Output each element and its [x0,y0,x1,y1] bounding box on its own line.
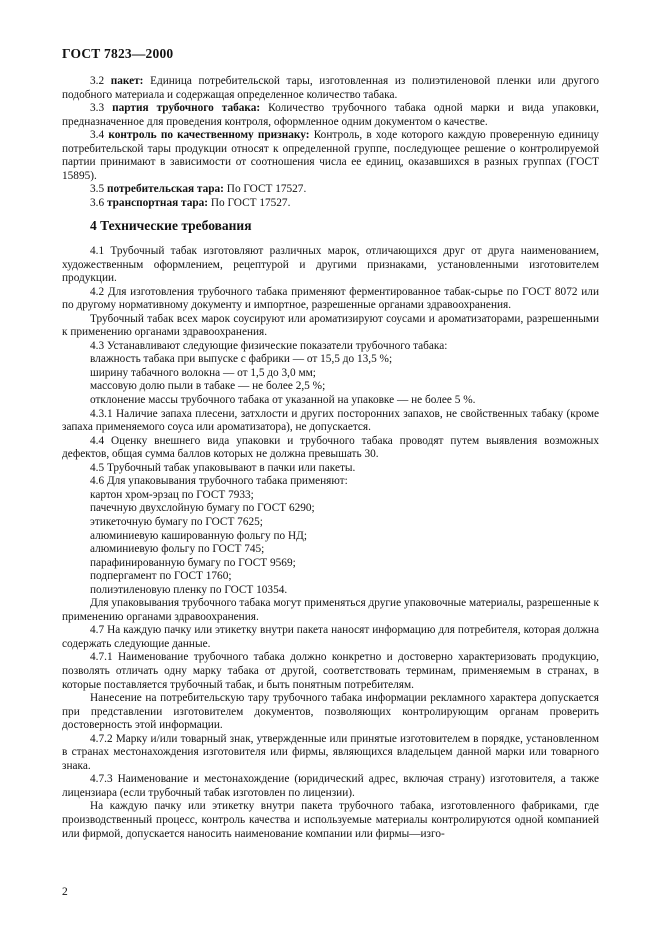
list-item: алюминиевую фольгу по ГОСТ 745; [90,543,265,556]
document-header: ГОСТ 7823—2000 [62,46,174,61]
term-text: Количество трубочного табака одной марки и вида упаковки, предназначенное для проведения контроля, оформленное одним документом о качестве. [62,102,599,128]
term-number: 3.3 [90,102,105,115]
term-definition [62,183,599,197]
document-body [62,75,599,841]
term-number: 3.4 [90,129,105,142]
paragraph: На каждую пачку или этикетку внутри пакета трубочного табака, изготовленного фабриками, где производственный процесс, контроль качества и используемые материалы контролируются одной компанией или фирмой, допускается наносить наименование компании или фирмы—изго- [62,800,599,840]
term-text: Единица потребительской тары, изготовленная из полиэтиленовой пленки или другого подобного материала и содержащая определенное количество табака. [62,75,600,101]
list-item: ширину табачного волокна — от 1,5 до 3,0 мм; [90,366,316,379]
term-definition [62,75,599,102]
term-number: 3.2 [90,75,105,87]
term-name: контроль по качественному признаку: [108,129,310,142]
paragraph: Для упаковывания трубочного табака могут применяться другие упаковочные материалы, разрешенные к применению органами здравоохранения. [62,597,599,623]
list-item: массовую долю пыли в табаке — не более 2,5 %; [90,380,326,393]
term-name: партия трубочного табака: [112,102,261,115]
term-text: Контроль, в ходе которого каждую проверенную единицу потребительской тары продукции относят к определенной группе, последующее решение о контролируемой партии принимают в зависимости от соотношения числа ее единиц, оказавшихся в разных группах (ГОСТ 15895). [62,129,600,182]
paragraph: Трубочный табак всех марок соусируют или ароматизируют соусами и ароматизаторами, разрешенными к применению органами здравоохранения. [62,312,599,339]
term-name: транспортная тара: [106,196,209,209]
term-name: потребительская тара: [106,183,224,196]
page-number: 2 [62,886,68,898]
paragraph: 4.7.3 Наименование и местонахождение (юридический адрес, включая страну) изготовителя, а также лицензиара (если трубочный табак изготовлен по лицензии). [62,773,599,799]
list-item: влажность табака при выпуске с фабрики — от 15,5 до 13,5 %; [90,353,393,366]
term-definition [62,102,599,129]
paragraph: 4.1 Трубочный табак изготовляют различных марок, отличающихся друг от друга наименованием, художественным оформлением, рецептурой и другими признаками, установленными изготовителем продукции. [62,245,599,285]
list-item: отклонение массы трубочного табака от указанной на упаковке — не более 5 %. [90,394,476,407]
list-item: парафинированную бумагу по ГОСТ 9569; [90,556,296,569]
term-number: 3.5 [90,183,105,196]
term-name: пакет: [110,75,144,87]
paragraph: 4.7.1 Наименование трубочного табака должно конкретно и достоверно характеризовать продукцию, позволять отличать одну марку табака от другой, соответствовать терминам, применяемым в странах, в которые поставляется трубочный табак, и быть понятным потребителям. [62,651,599,691]
paragraph: 4.3 Устанавливают следующие физические показатели трубочного табака: [90,339,448,352]
term-number: 3.6 [90,196,105,209]
paragraph: 4.5 Трубочный табак упаковывают в пачки или пакеты. [90,461,356,474]
term-text: По ГОСТ 17527. [210,196,291,209]
list-item: полиэтиленовую пленку по ГОСТ 10354. [90,583,288,596]
paragraph: 4.7.2 Марку и/или товарный знак, утвержденные или принятые изготовителем в порядке, установленном в странах местонахождения изготовителя или фирмы, являющихся владельцем данной марки или товарного знака. [62,732,599,772]
list-item: пачечную двухслойную бумагу по ГОСТ 6290; [90,502,315,515]
list-item: алюминиевую кашированную фольгу по НД; [90,529,308,542]
list-item: этикеточную бумагу по ГОСТ 7625; [90,515,263,528]
paragraph: Нанесение на потребительскую тару трубочного табака информации рекламного характера допускается при представлении изготовителем документов, позволяющих контролирующим органам проверить достоверность этой информации. [62,692,599,732]
paragraph: 4.6 Для упаковывания трубочного табака применяют: [90,475,348,488]
paragraph: 4.3.1 Наличие запаха плесени, затхлости и других посторонних запахов, не свойственных табаку (кроме запаха применяемого соуса или ароматизатора), не допускается. [62,407,599,434]
list-item: картон хром-эрзац по ГОСТ 7933; [90,488,254,501]
term-definition [62,129,599,183]
paragraph: 4.7 На каждую пачку или этикетку внутри пакета наносят информацию для потребителя, которая должна содержать следующие данные. [62,624,599,650]
paragraph: 4.2 Для изготовления трубочного табака применяют ферментированное табак-сырье по ГОСТ 8072 или по другому нормативному документу и импортное, разрешенные органами здравоохранения. [62,285,599,312]
term-text: По ГОСТ 17527. [226,183,307,196]
paragraph: 4.4 Оценку внешнего вида упаковки и трубочного табака проводят путем выявления возможных дефектов, общая сумма баллов которых не должна превышать 30. [62,434,599,461]
term-definition [62,197,599,211]
list-item: подпергамент по ГОСТ 1760; [90,570,232,583]
section-title: 4 Технические требования [90,218,252,234]
